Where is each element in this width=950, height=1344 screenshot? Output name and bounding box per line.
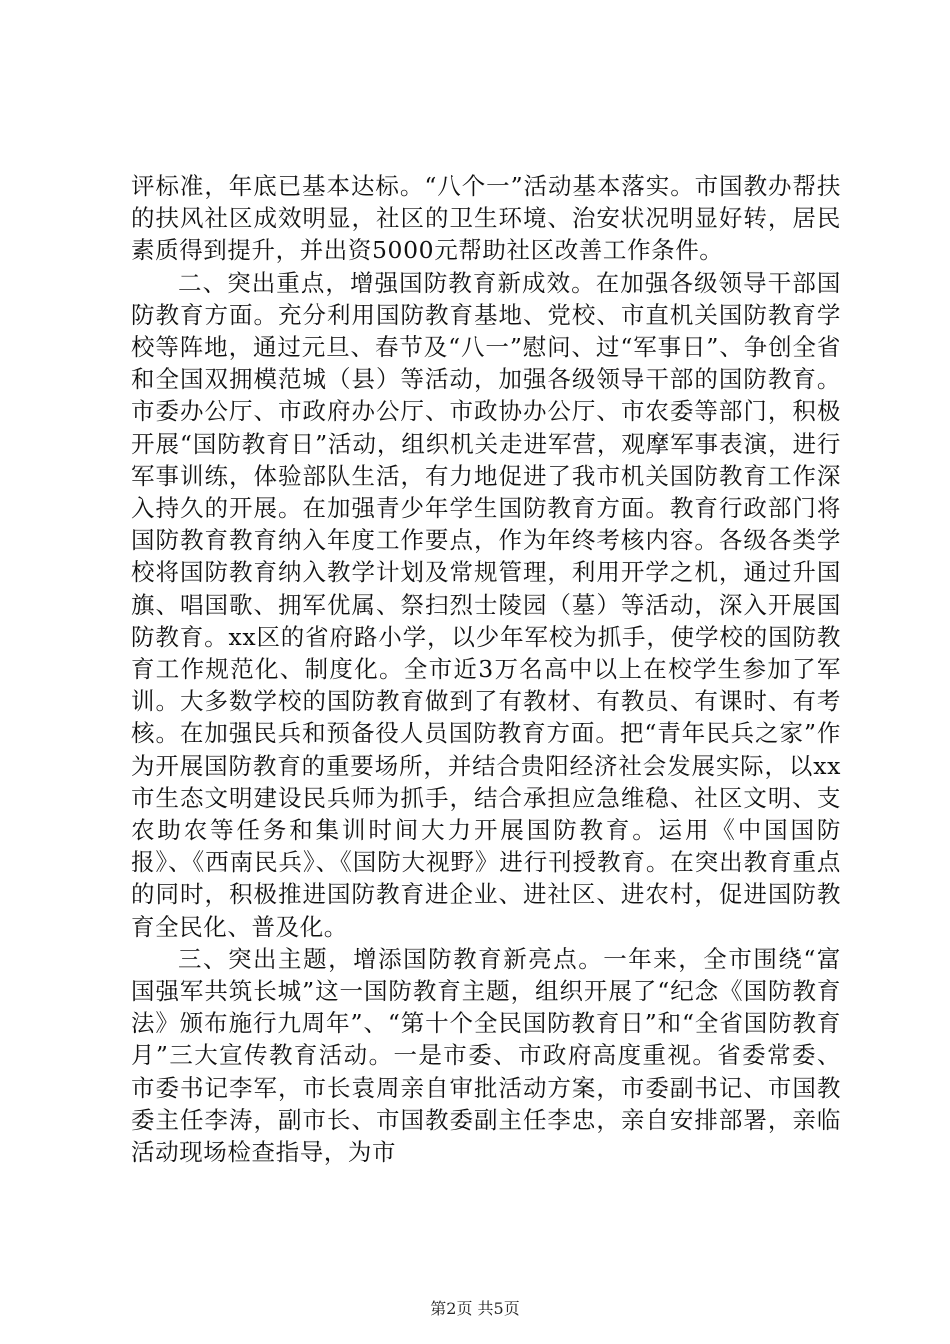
- paragraph-section-two: 二、突出重点，增强国防教育新成效。在加强各级领导干部国防教育方面。充分利用国防教育基地、党校、市直机关国防教育学校等阵地，通过元旦、春节及“八一”慰问、过“军事日”、争创全省和全国双拥模范城（县）等活动，加强各级领导干部的国防教育。市委办公厅、市政府办公厅、市政协办公厅、市农委等部门，积极开展“国防教育日”活动，组织机关走进军营，观摩军事表演，进行军事训练，体验部队生活，有力地促进了我市机关国防教育工作深入持久的开展。在加强青少年学生国防教育方面。教育行政部门将国防教育教育纳入年度工作要点，作为年终考核内容。各级各类学校将国防教育纳入教学计划及常规管理，利用开学之机，通过升国旗、唱国歌、拥军优属、祭扫烈士陵园（墓）等活动，深入开展国防教育。xx区的省府路小学，以少年军校为抓手，使学校的国防教育工作规范化、制度化。全市近3万名高中以上在校学生参加了军训。大多数学校的国防教育做到了有教材、有教员、有课时、有考核。在加强民兵和预备役人员国防教育方面。把“青年民兵之家”作为开展国防教育的重要场所，并结合贵阳经济社会发展实际，以xx市生态文明建设民兵师为抓手，结合承担应急维稳、社区文明、支农助农等任务和集训时间大力开展国防教育。运用《中国国防报》、《西南民兵》、《国防大视野》进行刊授教育。在突出教育重点的同时，积极推进国防教育进企业、进社区、进农村，促进国防教育全民化、普及化。: [131, 268, 841, 941]
- paragraph-section-three: 三、突出主题，增添国防教育新亮点。一年来，全市围绕“富国强军共筑长城”这一国防教育主题，组织开展了“纪念《国防教育法》颁布施行九周年”、“第十个全民国防教育日”和“全省国防教育月”三大宣传教育活动。一是市委、市政府高度重视。省委常委、市委书记李军，市长袁周亲自审批活动方案，市委副书记、市国教委主任李涛，副市长、市国教委副主任李忠，亲自安排部署，亲临活动现场检查指导，为市: [131, 944, 841, 1167]
- paragraph-continuation: 评标准，年底已基本达标。“八个一”活动基本落实。市国教办帮扶的扶风社区成效明显，社区的卫生环境、治安状况明显好转，居民素质得到提升，并出资5000元帮助社区改善工作条件。: [131, 172, 841, 265]
- document-body: [131, 170, 841, 1168]
- page-footer: 第2页 共5页: [430, 1299, 520, 1318]
